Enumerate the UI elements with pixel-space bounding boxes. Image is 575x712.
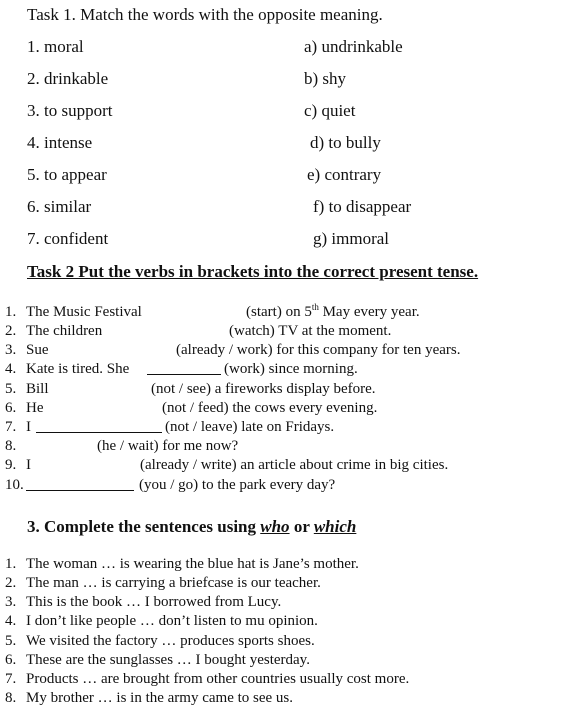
task3-item-text: These are the sunglasses … I bought yesterday. — [26, 652, 310, 668]
task3-item-text: We visited the factory … produces sports shoes. — [26, 633, 315, 649]
task1-right-item: a) undrinkable — [304, 37, 403, 56]
task2-item-subject: He — [26, 400, 44, 416]
task2-item-number: 10. — [5, 477, 24, 493]
task2-item-number: 4. — [5, 361, 17, 377]
task2-item-subject: I — [26, 419, 31, 435]
answer-blank[interactable] — [26, 478, 134, 491]
task2-item-subject: The children — [26, 323, 103, 339]
answer-blank[interactable] — [36, 420, 162, 433]
task2-item-number: 1. — [5, 304, 17, 320]
task1-right-item: c) quiet — [304, 101, 356, 120]
task3-item-number: 1. — [5, 556, 17, 572]
task1-left-item: 6. similar — [27, 197, 92, 216]
task1-right-item: b) shy — [304, 69, 347, 88]
task1-left-item: 4. intense — [27, 133, 93, 152]
task3-item-number: 6. — [5, 652, 17, 668]
task1-left-item: 7. confident — [27, 229, 109, 248]
task2-item-subject: Bill — [26, 381, 49, 397]
task2-item-subject: The Music Festival — [26, 304, 142, 320]
task3-keyword-who: who — [260, 517, 290, 536]
task2-item-number: 7. — [5, 419, 17, 435]
task3-title-prefix: 3. Complete the sentences using — [27, 517, 261, 536]
task3-item-text: The man … is carrying a briefcase is our teacher. — [26, 575, 321, 591]
task2-item-subject: Sue — [26, 342, 49, 358]
task3-item-text: The woman … is wearing the blue hat is Jane’s mother. — [26, 556, 359, 572]
task1-right-item: d) to bully — [310, 133, 381, 152]
task1-left-item: 2. drinkable — [27, 69, 109, 88]
task2-item-number: 2. — [5, 323, 17, 339]
task2-item-verb-hint: (watch) TV at the moment. — [229, 323, 392, 339]
task3-item-text: Products … are brought from other countries usually cost more. — [26, 671, 410, 687]
task2-item-verb-hint: (work) since morning. — [224, 361, 358, 377]
task3-keyword-which: which — [313, 517, 357, 536]
answer-blank[interactable] — [147, 362, 221, 375]
task3-item-text: This is the book … I borrowed from Lucy. — [26, 594, 282, 610]
task2-item-verb-hint: (not / see) a fireworks display before. — [151, 381, 376, 397]
task2-item-verb-hint: (start) on 5th May every year. — [246, 302, 420, 320]
task2-item-number: 3. — [5, 342, 17, 358]
task2-item-subject: Kate is tired. She — [26, 361, 130, 377]
task2-item-verb-hint: (he / wait) for me now? — [97, 438, 239, 454]
task3-item-text: My brother … is in the army came to see us. — [26, 690, 294, 706]
task1-right-item: e) contrary — [307, 165, 382, 184]
task3-item-number: 3. — [5, 594, 17, 610]
task3-item-number: 5. — [5, 633, 17, 649]
task3-title-or: or — [289, 517, 314, 536]
task1-left-item: 1. moral — [27, 37, 84, 56]
task3-title — [27, 517, 356, 537]
task2-item-number: 9. — [5, 457, 17, 473]
task2-item-verb-hint: (not / feed) the cows every evening. — [162, 400, 378, 416]
task1-right-item: g) immoral — [313, 229, 390, 248]
task1-left-item: 5. to appear — [27, 165, 107, 184]
task2-item-number: 8. — [5, 438, 17, 454]
task2-title: Task 2 Put the verbs in brackets into the correct present tense. — [27, 262, 479, 281]
task3-item-text: I don’t like people … don’t listen to mu opinion. — [26, 613, 318, 629]
task3-item-number: 8. — [5, 690, 17, 706]
task3-item-number: 2. — [5, 575, 17, 591]
task2-item-verb-hint: (you / go) to the park every day? — [139, 477, 336, 493]
task1-left-item: 3. to support — [27, 101, 113, 120]
task2-item-verb-hint: (not / leave) late on Fridays. — [165, 419, 335, 435]
task1-title: Task 1. Match the words with the opposite meaning. — [27, 5, 383, 24]
task3-item-number: 4. — [5, 613, 17, 629]
task2-item-number: 5. — [5, 381, 17, 397]
task3-item-number: 7. — [5, 671, 17, 687]
task2-item-verb-hint: (already / work) for this company for ten years. — [176, 342, 461, 358]
task1-right-item: f) to disappear — [313, 197, 412, 216]
task2-item-number: 6. — [5, 400, 17, 416]
task2-item-subject: I — [26, 457, 31, 473]
task2-item-verb-hint: (already / write) an article about crime in big cities. — [140, 457, 449, 473]
